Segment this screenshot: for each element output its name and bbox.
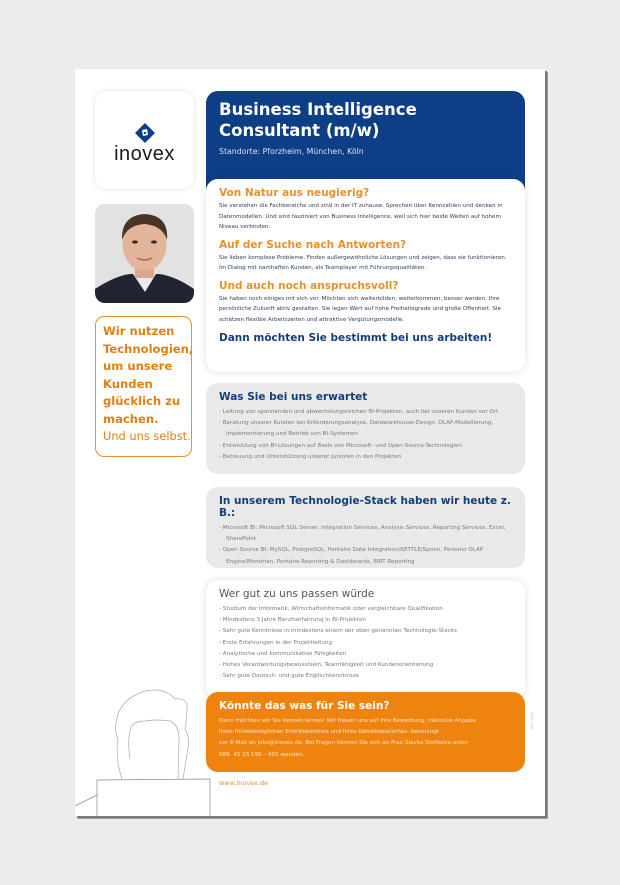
list-item: - Microsoft BI: Microsoft SQL Server, Integration Services, Analysis Services, Reporting Services, Excel, SharePoint (219, 525, 506, 543)
stack-heading: In unserem Technologie-Stack haben wir heute z. B.: (219, 495, 511, 519)
list-item: - Beratung unserer Kunden bei Anforderungsanalyse, Datawarehouse-Design, OLAP-Modellierung, Implementierung und Betrieb von BI-Systemen (219, 420, 494, 438)
cta-line: 089. 45 15 195 – 401 wenden. (219, 751, 305, 758)
person-outline-illustration-icon (75, 659, 215, 816)
slogan-tagline: Und uns selbst. (103, 429, 191, 443)
cta-line: Dann möchten wir Sie kennen lernen! Wir freuen uns auf Ihre Bewerbung, inklusive Angabe (219, 718, 476, 724)
cta-line[interactable]: per E-Mail an jobs@inovex.de. Bei Fragen können Sie sich an Frau Slavka Stofikova unter (219, 740, 468, 747)
section-heading: Auf der Suche nach Antworten? (219, 238, 407, 251)
expect-card (206, 383, 525, 474)
stack-list (219, 523, 512, 568)
list-item: - Betreuung und Unterstützung unserer Junioren in den Projekten (219, 453, 402, 460)
slogan-line: um unsere (103, 359, 173, 373)
list-item: - Analytische und kommunikative Fähigkeiten (219, 650, 347, 657)
job-title (219, 99, 417, 141)
section-text: Sie lieben komplexe Probleme. Finden außergewöhnliche Lösungen und zeigen, dass sie funktionieren. Im Dialog mit namhaften Kunden, als Teamplayer mit Führungsqualitäten. (219, 254, 507, 271)
list-item: - Entwicklung von BI-Lösungen auf Basis von Microsoft- und Open-Source-Technologien (219, 442, 462, 449)
slogan-box (95, 316, 192, 457)
job-title-line-1: Business Intelligence (219, 100, 417, 119)
slogan-line: machen. (103, 411, 159, 426)
closing-line: Dann möchten Sie bestimmt bei uns arbeiten! (219, 332, 493, 344)
website-link[interactable]: www.inovex.de (219, 779, 269, 787)
list-item: - Mindestens 3 Jahre Berufserfahrung in BI-Projekten (219, 617, 366, 624)
job-title-line-2: Consultant (m/w) (219, 121, 380, 140)
fit-heading: Wer gut zu uns passen würde (219, 588, 375, 600)
logo-card (95, 91, 194, 189)
slogan-line: glücklich zu (103, 394, 181, 408)
intro-card (206, 179, 525, 372)
list-item: - Hohes Verantwortungsbewusstsein, Teamfähigkeit und Kundenorientierung (219, 662, 434, 669)
job-ad-page (75, 69, 545, 816)
list-item: - Studium der Informatik, Wirtschaftsinformatik oder vergleichbare Qualifikation (219, 606, 443, 612)
job-locations: Standorte: Pforzheim, München, Köln (219, 147, 364, 156)
list-item: - Erste Erfahrungen in der Projektleitung (219, 639, 333, 646)
section-heading: Von Natur aus neugierig? (219, 187, 370, 199)
cta-line: Ihres frühestmöglichen Eintrittstermins und Ihres Gehaltswunsches, bevorzugt (219, 729, 440, 736)
portrait-photo (95, 204, 194, 303)
fit-card (206, 580, 525, 700)
cta-text (219, 716, 512, 761)
list-item: - Sehr gute Kenntnisse in mindestens einem der oben genannten Technologie-Stacks (219, 628, 457, 635)
inovex-logo-icon (135, 123, 155, 143)
section-text: Sie verstehen die Fachbereiche und sind in der IT zuhause. Sprechen über Kennzahlen und denken in Datenmodellen. Und sind fasziniert von Business Intelligence, weil sich hier beide Welten auf hohem Niveau verbinden. (219, 203, 503, 230)
slogan-line: Wir nutzen (103, 324, 175, 338)
list-item: - Sehr gute Deutsch- und gute Englischkenntnisse (219, 673, 360, 680)
expect-heading: Was Sie bei uns erwartet (219, 391, 368, 403)
cta-heading: Könnte das was für Sie sein? (219, 700, 390, 712)
person-photo-icon (95, 204, 194, 303)
section-heading: Und auch noch anspruchsvoll? (219, 279, 399, 292)
call-to-action-box (206, 692, 525, 772)
slogan-line: Technologien, (103, 341, 194, 356)
list-item: - Leitung von spannenden und abwechslungsreichen BI-Projekten, auch bei unseren Kunden vor Ort (219, 409, 499, 415)
fit-list (219, 604, 512, 682)
logo-wordmark: inovex (114, 143, 175, 165)
document-code: INO_1113 (530, 711, 534, 729)
stack-card (206, 487, 525, 568)
list-item: - Open Source BI: MySQL, PostgreSQL, Pentaho Data Integration/KETTLE/Spoon, Pentaho OLAP Engine/Mondrian, Pentaho Reporting & Dashboards, BIRT Reporting (219, 547, 484, 565)
section-text: Sie haben noch einiges mit sich vor. Möchten sich weiterbilden, weiterkommen, besser werden. Ihre persönliche Zukunft aktiv gestalten. Sie legen Wert auf hohe Freiheitsgrade und große Offenheit. Sie schätzen flexible Arbeitszeiten und attraktive Vergütungsmodelle. (219, 295, 501, 323)
slogan-line: Kunden (103, 376, 153, 391)
expect-list (219, 407, 512, 463)
